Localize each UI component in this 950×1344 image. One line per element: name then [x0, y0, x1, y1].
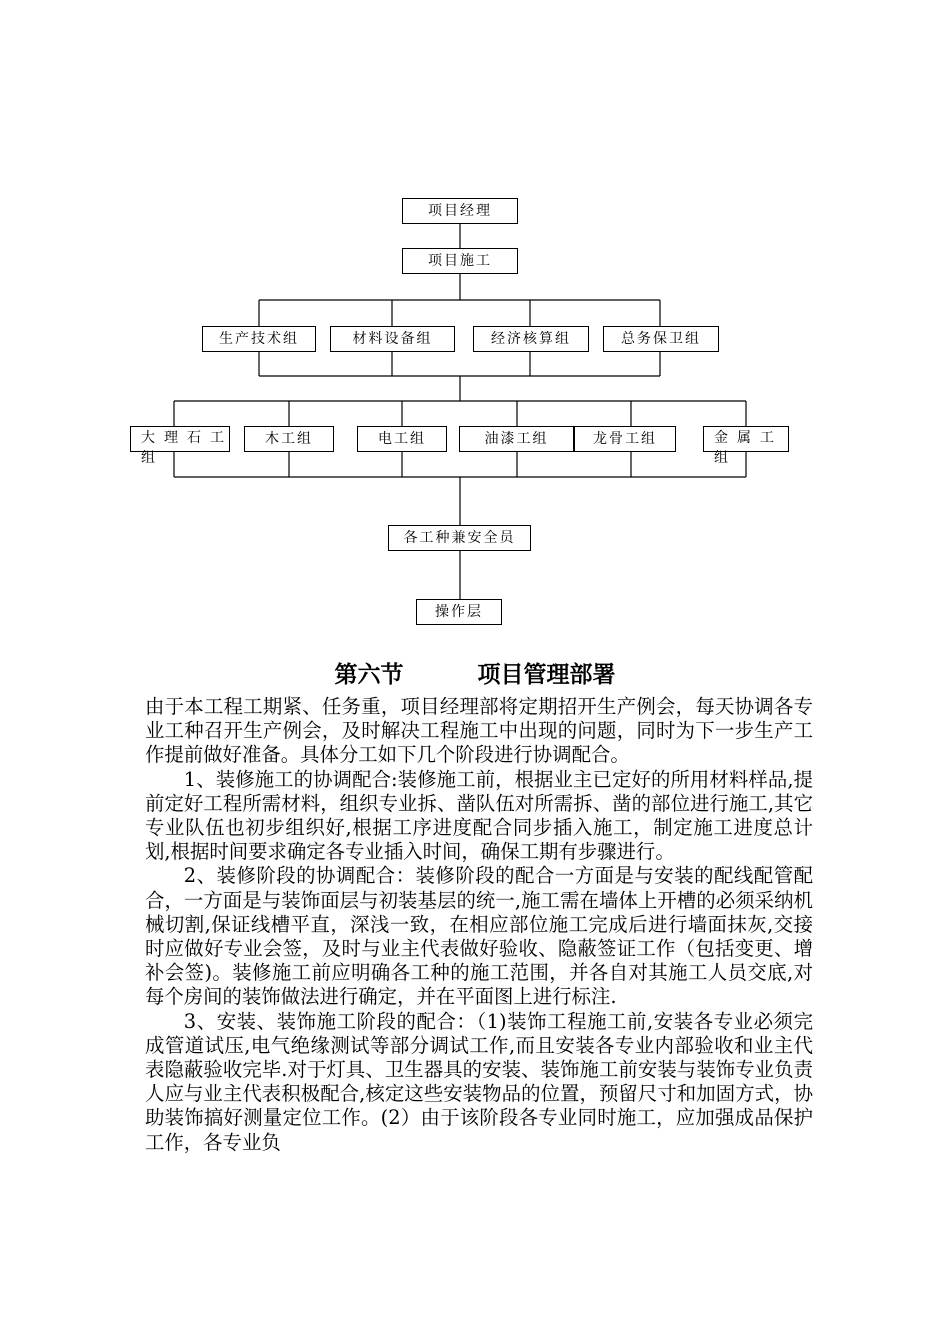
org-node-team-label-tail: 组 — [141, 450, 155, 466]
paragraph: 1、装修施工的协调配合:装修施工前，根据业主已定好的所用材料样品,提前定好工程所需材料，组织专业拆、凿队伍对所需拆、凿的部位进行施工,其它专业队伍也初步组织好,根据工序进度配合同步插入施工，制定施工进度总计划,根据时间要求确定各专业插入时间，确保工期有步骤进行。 — [145, 767, 813, 864]
org-node-team: 油漆工组 — [459, 426, 574, 452]
section-heading — [0, 656, 950, 689]
org-node-project-manager: 项目经理 — [402, 198, 518, 224]
org-node-safety-officer: 各工种兼安全员 — [388, 525, 531, 551]
org-node-team — [703, 426, 789, 466]
org-node-team-label: 金属工 — [714, 430, 783, 446]
org-node-group: 材料设备组 — [330, 326, 455, 352]
org-node-team-label: 大理石工 — [141, 430, 233, 446]
org-node-team: 龙骨工组 — [574, 426, 676, 452]
org-node-team — [130, 426, 233, 466]
org-node-group: 经济核算组 — [473, 326, 589, 352]
org-node-group: 总务保卫组 — [603, 326, 719, 352]
org-node-team-label-tail: 组 — [714, 450, 728, 466]
section-name: 项目管理部署 — [477, 662, 616, 688]
org-node-project-construction: 项目施工 — [402, 248, 518, 274]
section-number: 第六节 — [334, 662, 404, 688]
org-node-team: 木工组 — [244, 426, 334, 452]
org-node-group: 生产技术组 — [202, 326, 316, 352]
body-text — [145, 695, 813, 1155]
paragraph: 3、安装、装饰施工阶段的配合：（1)装饰工程施工前,安装各专业必须完成管道试压,电气绝缘测试等部分调试工作,而且安装各专业内部验收和业主代表隐蔽验收完毕.对于灯具、卫生器具的安装、装饰施工前安装与装饰专业负责人应与业主代表积极配合,核定这些安装物品的位置，预留尺寸和加固方式，协助装饰搞好测量定位工作。(2）由于该阶段各专业同时施工，应加强成品保护工作，各专业负 — [145, 1009, 813, 1154]
paragraph: 2、装修阶段的协调配合：装修阶段的配合一方面是与安装的配线配管配合，一方面是与装饰面层与初装基层的统一,施工需在墙体上开槽的必须采纳机械切割,保证线槽平直，深浅一致，在相应部位施工完成后进行墙面抹灰,交接时应做好专业会签，及时与业主代表做好验收、隐蔽签证工作（包括变更、增补会签)。装修施工前应明确各工种的施工范围，并各自对其施工人员交底,对每个房间的装饰做法进行确定，并在平面图上进行标注. — [145, 864, 813, 1009]
paragraph: 由于本工程工期紧、任务重，项目经理部将定期招开生产例会，每天协调各专业工种召开生产例会，及时解决工程施工中出现的问题，同时为下一步生产工作提前做好准备。具体分工如下几个阶段进行协调配合。 — [145, 695, 813, 767]
org-node-team: 电工组 — [357, 426, 447, 452]
org-node-operation-layer: 操作层 — [416, 599, 502, 625]
